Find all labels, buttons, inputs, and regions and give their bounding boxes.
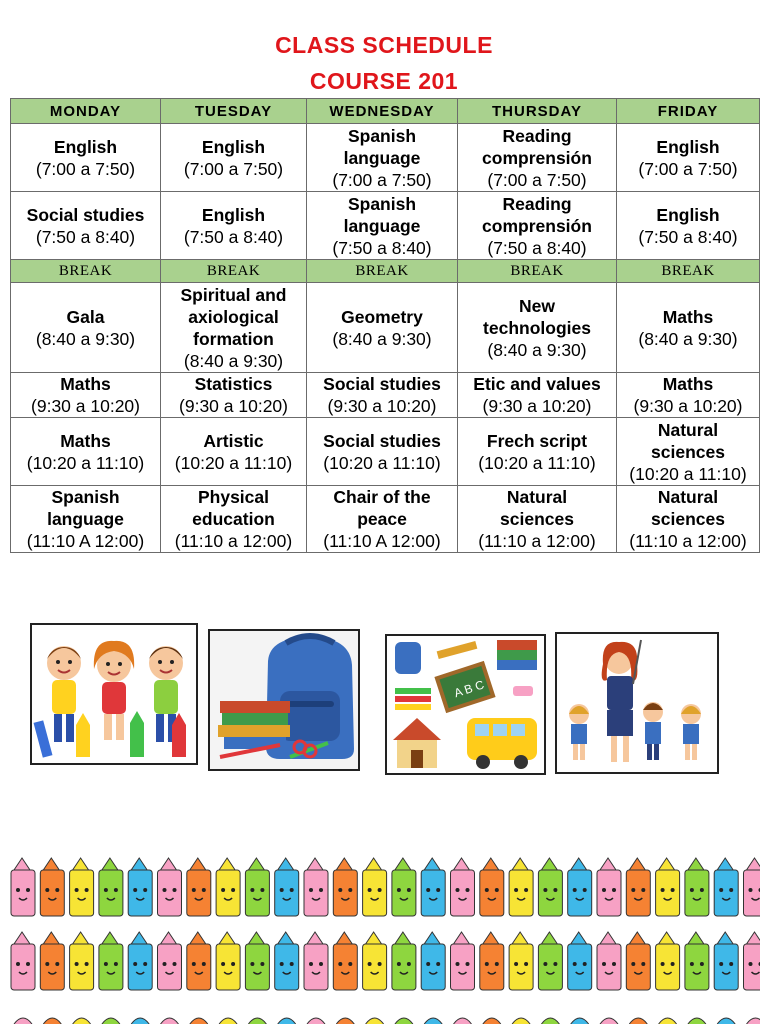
time-range: (8:40 a 9:30) (35, 328, 136, 349)
class-cell (458, 124, 617, 192)
subject: Social studies (323, 430, 441, 451)
crayon-icon (509, 932, 533, 990)
crayon-icon (600, 1018, 618, 1024)
time-range: (9:30 a 10:20) (179, 396, 288, 416)
crayon-icon (70, 932, 94, 990)
time-range: (8:40 a 9:30) (487, 339, 587, 360)
crayon-icon (363, 932, 387, 990)
subject: English (201, 136, 266, 157)
break-cell: BREAK (11, 260, 161, 283)
class-cell (161, 373, 307, 418)
crayon-icon (512, 1018, 530, 1024)
page-subtitle: COURSE 201 (309, 68, 459, 94)
table-row (11, 283, 760, 373)
break-cell: BREAK (458, 260, 617, 283)
crayon-icon (216, 858, 240, 916)
crayon-icon (307, 1018, 325, 1024)
time-range: (8:40 a 9:30) (638, 328, 738, 349)
crayon-icon (70, 858, 94, 916)
time-range: (10:20 a 11:10) (323, 452, 441, 473)
crayon-icon (219, 1018, 237, 1024)
time-range: (11:10 a 12:00) (478, 531, 596, 551)
crayon-icon (248, 1018, 266, 1024)
class-cell (11, 373, 161, 418)
crayon-icon (744, 858, 761, 916)
crayon-icon (626, 858, 650, 916)
table-row (11, 124, 760, 192)
crayon-icon (158, 858, 182, 916)
time-range: (11:10 a 12:00) (174, 531, 293, 551)
crayon-icon (571, 1018, 589, 1024)
subject: Statistics (194, 374, 273, 394)
time-range: (7:00 a 7:50) (332, 169, 432, 190)
crayon-icon (744, 932, 761, 990)
class-cell (161, 283, 307, 373)
break-cell: BREAK (307, 260, 458, 283)
crayon-icon (509, 858, 533, 916)
class-cell (458, 418, 617, 486)
day-header-tuesday: TUESDAY (161, 99, 307, 124)
time-range: (7:50 a 8:40) (35, 226, 136, 247)
crayon-icon (73, 1018, 91, 1024)
table-row (11, 418, 760, 486)
subject: Social studies (323, 374, 441, 394)
table-row (11, 192, 760, 260)
subject: Natural sciences (651, 419, 725, 462)
crayon-icon (102, 1018, 120, 1024)
crayon-icon (483, 1018, 501, 1024)
time-range: (11:10 A 12:00) (26, 531, 145, 551)
day-header-row (11, 99, 760, 124)
crayon-icon (14, 1018, 32, 1024)
subject: English (656, 204, 720, 225)
subject: New technologies (483, 295, 591, 338)
time-range: (7:50 a 8:40) (332, 237, 432, 258)
class-cell (11, 283, 161, 373)
time-range: (11:10 A 12:00) (323, 531, 441, 551)
subject: Social studies (26, 204, 145, 225)
crayon-icon (568, 932, 592, 990)
subject: English (53, 136, 118, 157)
crayon-icon (190, 1018, 208, 1024)
crayon-icon (11, 932, 35, 990)
crayon-icon (304, 858, 328, 916)
subject: Frech script (486, 430, 588, 451)
subject: Spiritual and axiological formation (180, 284, 287, 349)
crayon-icon (395, 1018, 413, 1024)
day-header-friday: FRIDAY (617, 99, 760, 124)
class-cell (11, 192, 161, 260)
class-cell (307, 283, 458, 373)
time-range: (11:10 a 12:00) (629, 531, 747, 551)
crayon-icon (304, 932, 328, 990)
crayon-icon (336, 1018, 354, 1024)
subject: Maths (662, 306, 714, 327)
subject: Reading comprensión (482, 193, 592, 236)
crayon-icon (128, 858, 152, 916)
svg-text:A B C: A B C (452, 677, 486, 701)
class-cell (161, 192, 307, 260)
class-cell (617, 486, 760, 553)
crayon-icon (424, 1018, 442, 1024)
crayon-icon (421, 858, 445, 916)
subject: English (656, 136, 720, 157)
crayon-icon (128, 932, 152, 990)
class-cell (458, 373, 617, 418)
crayon-icon (629, 1018, 647, 1024)
crayon-icon (392, 858, 416, 916)
crayon-icon (333, 858, 357, 916)
time-range: (7:00 a 7:50) (487, 169, 587, 190)
school-supplies-illustration (385, 634, 546, 775)
class-cell (307, 486, 458, 553)
crayon-icon (11, 858, 35, 916)
time-range: (9:30 a 10:20) (482, 396, 592, 416)
class-cell (617, 373, 760, 418)
crayon-icon (717, 1018, 735, 1024)
crayon-icon (747, 1018, 761, 1024)
crayon-icon (278, 1018, 296, 1024)
time-range: (7:50 a 8:40) (183, 226, 284, 247)
subject: Chair of the peace (333, 487, 431, 529)
crayon-icon (131, 1018, 149, 1024)
crayon-icon (597, 858, 621, 916)
crayon-icon (421, 932, 445, 990)
page-title: CLASS SCHEDULE (275, 32, 493, 58)
crayon-border-top (8, 856, 760, 920)
break-row (11, 260, 760, 283)
day-header-thursday: THURSDAY (458, 99, 617, 124)
break-cell: BREAK (617, 260, 760, 283)
subject: Reading comprensión (482, 125, 592, 168)
subject: Spanish language (47, 487, 124, 529)
class-cell (617, 124, 760, 192)
crayon-icon (40, 858, 64, 916)
crayon-icon (541, 1018, 559, 1024)
crayon-icon (363, 858, 387, 916)
subject: Spanish language (343, 193, 421, 236)
crayon-icon (275, 858, 299, 916)
schedule-table (10, 98, 760, 553)
time-range: (7:50 a 8:40) (638, 226, 738, 247)
crayon-icon (480, 858, 504, 916)
crayon-icon (685, 932, 709, 990)
crayon-icon (158, 932, 182, 990)
subject: Maths (662, 374, 714, 394)
crayon-icon (480, 932, 504, 990)
crayon-icon (187, 932, 211, 990)
school-supplies-and-bus-image (387, 636, 544, 773)
time-range: (7:50 a 8:40) (487, 237, 587, 258)
time-range: (9:30 a 10:20) (327, 396, 437, 416)
crayon-icon (161, 1018, 179, 1024)
class-cell (11, 486, 161, 553)
crayon-icon (216, 932, 240, 990)
crayon-icon (656, 932, 680, 990)
crayon-icon (688, 1018, 706, 1024)
class-cell (307, 124, 458, 192)
class-cell (307, 418, 458, 486)
table-row (11, 373, 760, 418)
class-cell (307, 192, 458, 260)
subject: Gala (66, 306, 105, 327)
time-range: (10:20 a 11:10) (478, 452, 596, 473)
class-cell (617, 283, 760, 373)
teacher-with-students-image (557, 634, 717, 772)
crayon-border-middle (8, 930, 760, 994)
time-range: (10:20 a 11:10) (174, 452, 293, 473)
class-cell (11, 418, 161, 486)
crayon-icon (538, 932, 562, 990)
crayon-icon (451, 858, 475, 916)
class-cell (161, 124, 307, 192)
crayon-icon (275, 932, 299, 990)
subject: Natural sciences (651, 487, 725, 529)
time-range: (9:30 a 10:20) (633, 396, 743, 416)
backpack-and-books-image (210, 631, 358, 769)
subject: Geometry (341, 306, 423, 327)
class-cell (617, 418, 760, 486)
table-row (11, 486, 760, 553)
crayon-icon (538, 858, 562, 916)
class-cell (617, 192, 760, 260)
backpack-illustration (208, 629, 360, 771)
crayon-icon (714, 858, 738, 916)
crayon-icon (99, 932, 123, 990)
subject: Maths (60, 430, 111, 451)
crayon-icon (451, 932, 475, 990)
crayon-icon (333, 932, 357, 990)
children-with-crayons-image (32, 625, 196, 763)
crayon-icon (659, 1018, 677, 1024)
crayon-icon (626, 932, 650, 990)
crayon-icon (597, 932, 621, 990)
subject: Natural sciences (500, 487, 574, 529)
time-range: (10:20 a 11:10) (26, 452, 145, 473)
subject: Maths (60, 374, 111, 394)
crayon-border-bottom (8, 1012, 760, 1024)
time-range: (8:40 a 9:30) (183, 350, 284, 371)
class-cell (307, 373, 458, 418)
class-cell (11, 124, 161, 192)
crayon-icon (454, 1018, 472, 1024)
crayon-icon (685, 858, 709, 916)
time-range: (8:40 a 9:30) (332, 328, 432, 349)
class-cell (458, 192, 617, 260)
crayon-icon (568, 858, 592, 916)
subject: English (201, 204, 266, 225)
subject: Spanish language (343, 125, 421, 168)
crayon-icon (714, 932, 738, 990)
class-cell (458, 486, 617, 553)
time-range: (7:00 a 7:50) (638, 158, 738, 179)
crayon-icon (656, 858, 680, 916)
teacher-illustration (555, 632, 719, 774)
time-range: (7:00 a 7:50) (183, 158, 284, 179)
day-header-wednesday: WEDNESDAY (307, 99, 458, 124)
crayon-icon (40, 932, 64, 990)
time-range: (9:30 a 10:20) (31, 396, 140, 416)
crayon-icon (245, 858, 269, 916)
crayon-icon (245, 932, 269, 990)
day-header-monday: MONDAY (11, 99, 161, 124)
crayon-icon (187, 858, 211, 916)
time-range: (10:20 a 11:10) (629, 463, 747, 484)
subject: Physical education (192, 487, 275, 529)
subject: Artistic (203, 430, 264, 451)
subject: Etic and values (473, 374, 601, 394)
crayon-icon (99, 858, 123, 916)
children-illustration (30, 623, 198, 765)
class-cell (458, 283, 617, 373)
class-cell (161, 418, 307, 486)
crayon-icon (366, 1018, 384, 1024)
class-cell (161, 486, 307, 553)
time-range: (7:00 a 7:50) (35, 158, 136, 179)
crayon-icon (392, 932, 416, 990)
crayon-icon (43, 1018, 61, 1024)
break-cell: BREAK (161, 260, 307, 283)
